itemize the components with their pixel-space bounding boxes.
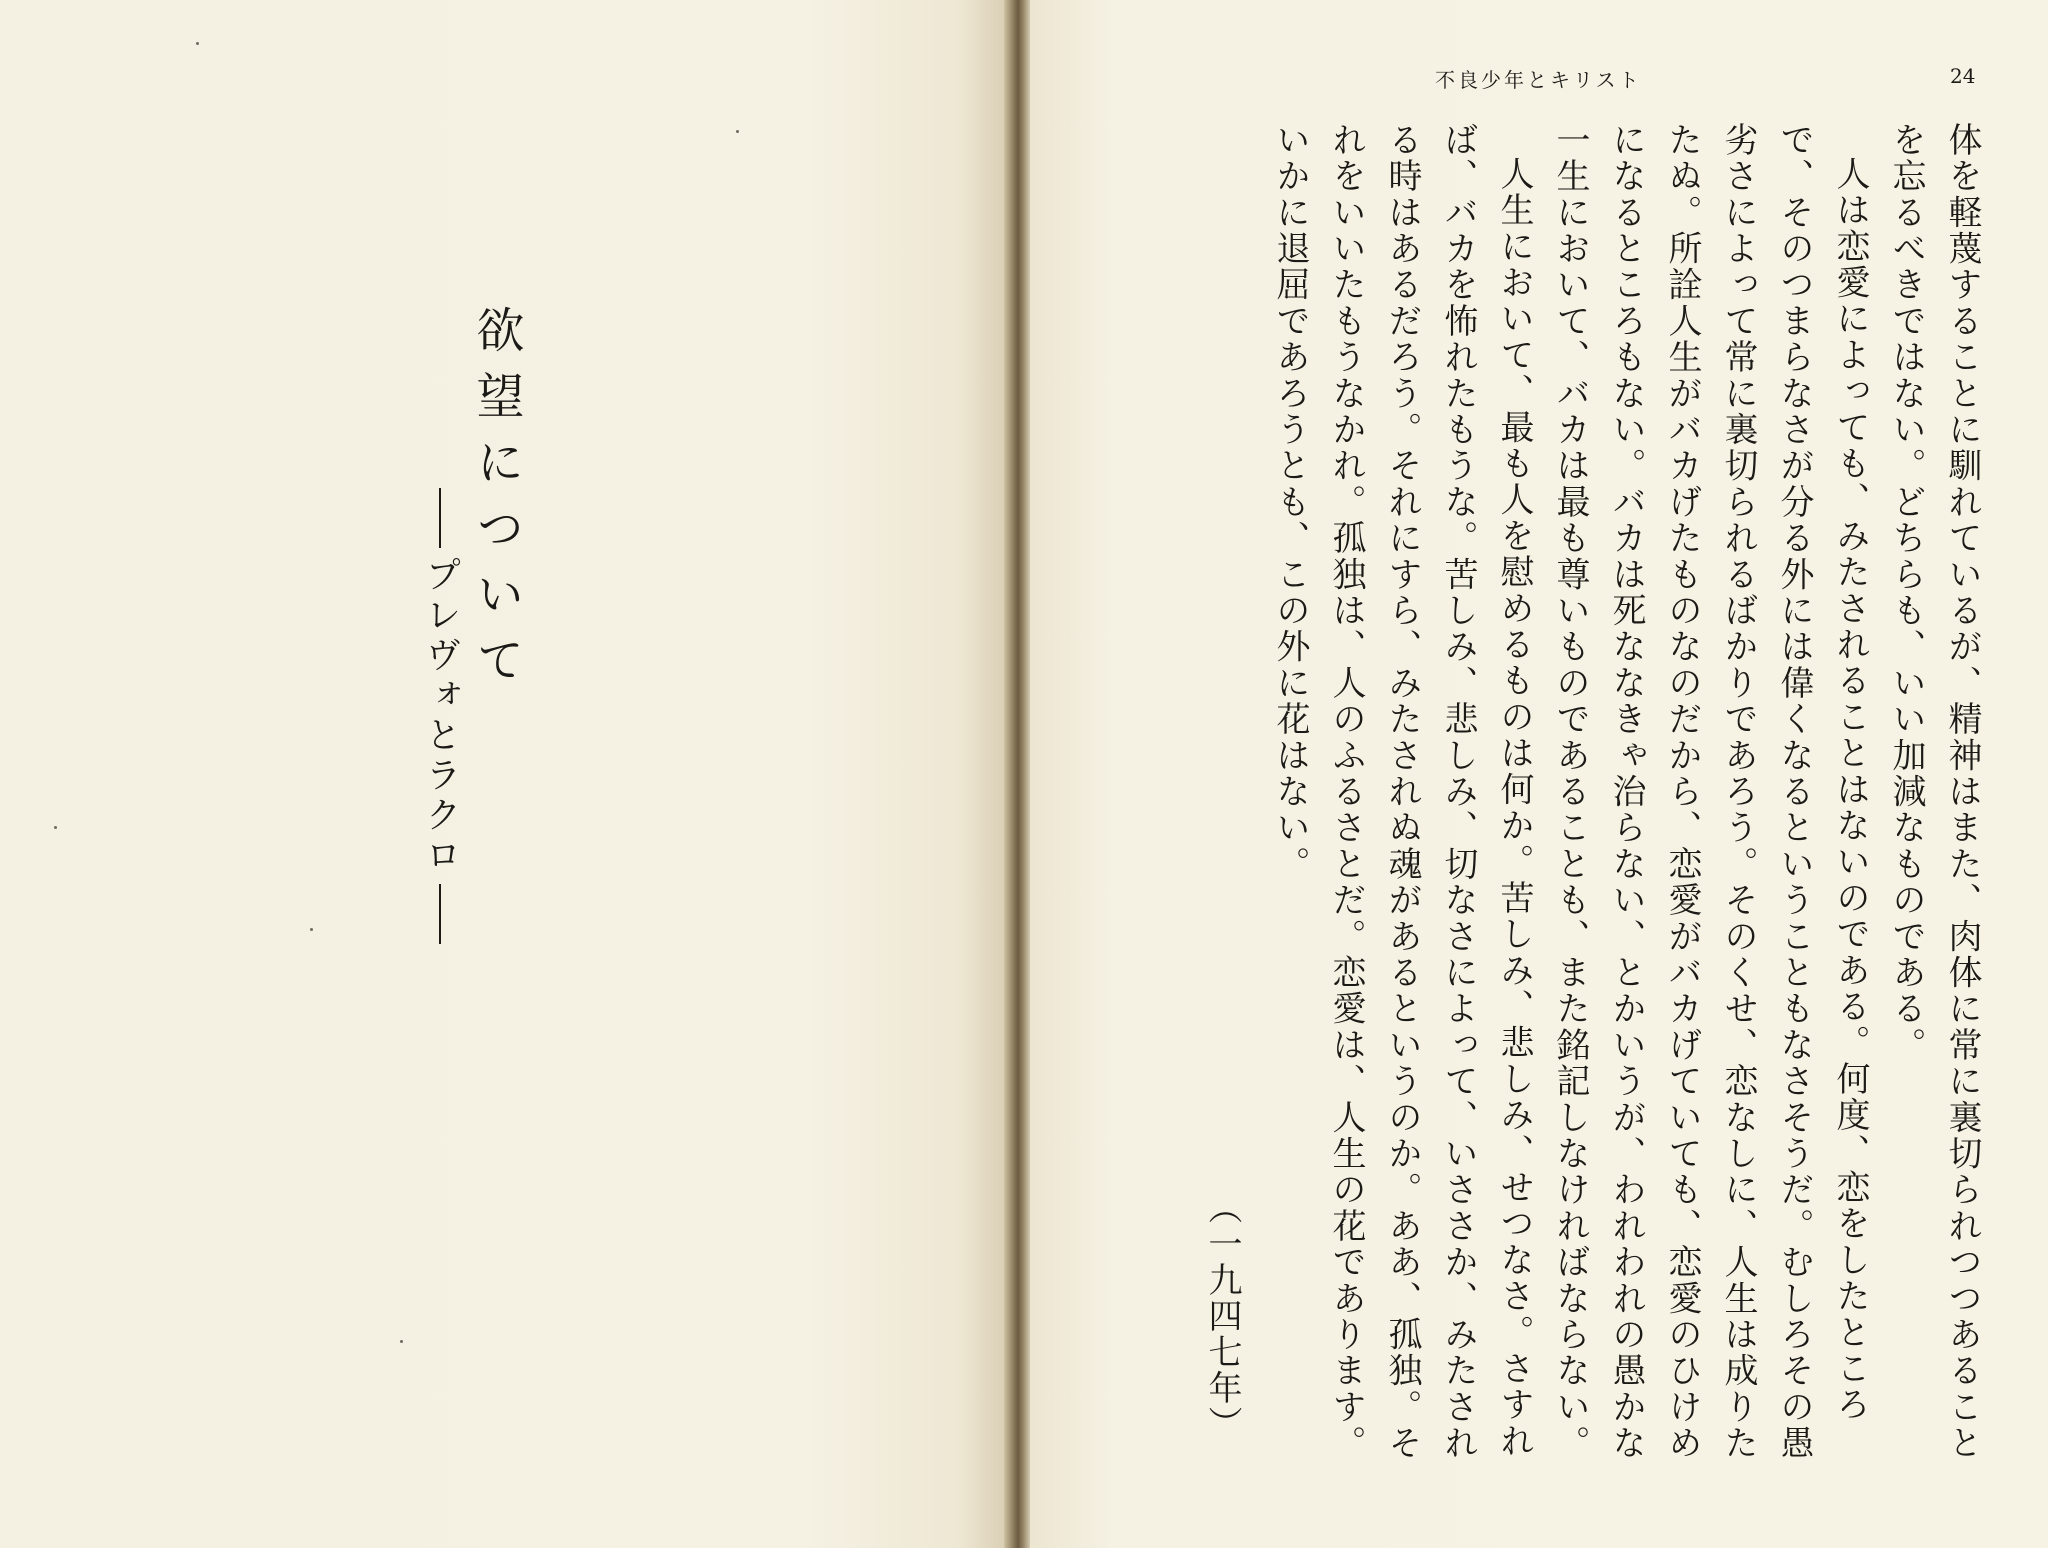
- paper-speck: [736, 130, 739, 133]
- paragraph: 人は恋愛によっても、みたされることはないのである。何度、恋をしたところで、そのつまらなさが分る外には偉くなるということもなさそうだ。むしろその愚劣さによって常に裏切られるばかりであろう。そのくせ、恋なしに、人生は成りたたぬ。所詮人生がバカげたものなのだから、恋愛がバカげていても、恋愛のひけめになるところもない。バカは死ななきゃ治らない、とかいうが、われわれの愚かな一生において、バカは最も尊いものであることも、また銘記しなければならない。: [1550, 122, 1870, 1462]
- paper-speck: [310, 928, 313, 931]
- em-dash-bottom: [439, 884, 441, 944]
- page-number: 24: [1950, 64, 1976, 88]
- paragraph: 人生において、最も人を慰めるものは何か。苦しみ、悲しみ、せつなさ。さすれば、バカを怖れたもうな。苦しみ、悲しみ、切なさによって、いささか、みたされる時はあるだろう。それにすら、みたされぬ魂があるというのか。ああ、孤独。それをいいたもうなかれ。孤独は、人のふるさとだ。恋愛は、人生の花であります。いかに退屈であろうとも、この外に花はない。: [1270, 122, 1534, 1462]
- paragraph: 体を軽蔑することに馴れているが、精神はまた、肉体に常に裏切られつつあることを忘るべきではない。どちらも、いい加減なものである。: [1886, 122, 1982, 1462]
- running-head: 不良少年とキリスト: [1435, 68, 1642, 92]
- book-gutter: [1004, 0, 1032, 1548]
- paper-speck: [196, 42, 199, 45]
- body-text: [1262, 122, 1990, 1462]
- em-dash-top: [439, 488, 441, 548]
- chapter-title: 欲望について: [468, 305, 524, 701]
- date-note: （一九四七年）: [1202, 1190, 1242, 1442]
- paper-speck: [54, 826, 57, 829]
- left-page: [0, 0, 1010, 1548]
- paper-speck: [400, 1340, 403, 1343]
- chapter-subtitle-block: [420, 488, 461, 944]
- chapter-subtitle: プレヴォとラクロ: [420, 556, 461, 876]
